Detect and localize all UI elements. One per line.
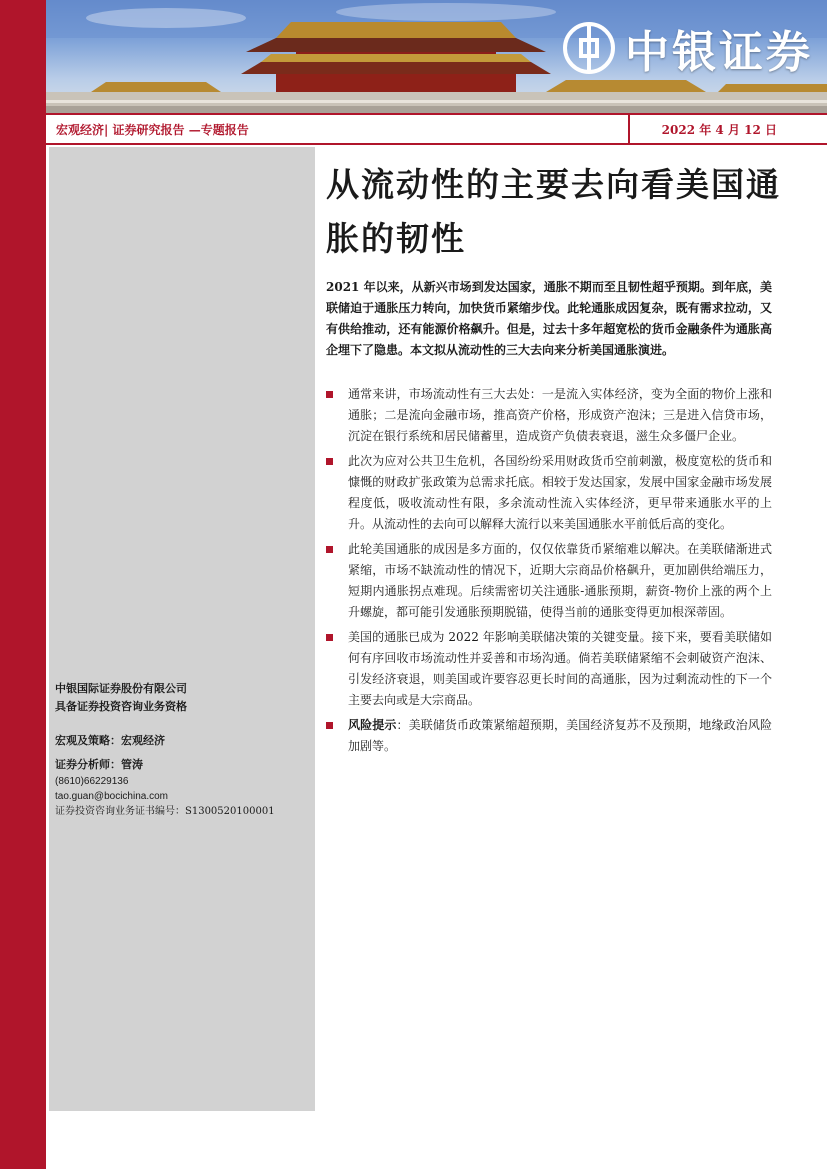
report-date: 2022 年 4 月 12 日 — [661, 123, 777, 137]
key-point: 此次为应对公共卫生危机，各国纷纷采用财政货币空前刺激，极度宽松的货币和慷慨的财政扩张政策为总需求托底。相较于发达国家，发展中国家金融市场发展程度低，吸收流动性有限，多余流动性流入实体经济，更早带来通胀水平的上升。从流动性的去向可以解释大流行以来美国通胀水平前低后高的变化。 — [326, 451, 772, 535]
key-point: 此轮美国通胀的成因是多方面的，仅仅依靠货币紧缩难以解决。在美联储渐进式紧缩，市场不缺流动性的情况下，近期大宗商品价格飙升，更加剧供给端压力，短期内通胀拐点难现。后续需密切关注通胀-通胀预期，薪资-物价上涨的两个上升螺旋，都可能引发通胀预期脱锚，使得当前的通胀变得更加根深蒂固。 — [326, 539, 772, 623]
analyst-phone: (8610)66229136 — [55, 776, 129, 787]
bullet-square-icon — [326, 634, 333, 641]
key-points-list — [326, 384, 772, 761]
key-point: 通常来讲，市场流动性有三大去处：一是流入实体经济，变为全面的物价上涨和通胀；二是流向金融市场，推高资产价格，形成资产泡沫；三是进入信贷市场，沉淀在银行系统和居民储蓄里，造成资产负债表衰退，滋生众多僵尸企业。 — [326, 384, 772, 447]
risk-warning — [326, 715, 772, 757]
license-number: 证券投资咨询业务证书编号：S1300520100001 — [55, 806, 275, 817]
sidebar-panel — [49, 147, 315, 1111]
risk-text: ：美联储货币政策紧缩超预期，美国经济复苏不及预期，地缘政治风险加剧等。 — [348, 718, 772, 753]
header-banner — [46, 0, 827, 113]
report-header-bar — [46, 113, 827, 145]
bullet-square-icon — [326, 722, 333, 729]
brand-logo — [563, 16, 813, 80]
header-divider — [628, 115, 630, 143]
analyst-name: 证券分析师：管涛 — [55, 758, 143, 771]
bullet-square-icon — [326, 458, 333, 465]
analyst-email[interactable]: tao.guan@bocichina.com — [55, 791, 168, 802]
strategy-label: 宏观及策略：宏观经济 — [55, 734, 165, 747]
bullet-square-icon — [326, 546, 333, 553]
sidebar-info — [55, 680, 315, 819]
risk-label: 风险提示 — [348, 718, 397, 732]
key-point: 美国的通胀已成为 2022 年影响美联储决策的关键变量。接下来，要看美联储如何有序回收市场流动性并妥善和市场沟通。倘若美联储紧缩不会刺破资产泡沫、引发经济衰退，则美国或许要容忍更长时间的高通胀，因为过剩流动性的下一个主要去向或是大宗商品。 — [326, 627, 772, 711]
report-title: 从流动性的主要去向看美国通胀的韧性 — [326, 165, 781, 258]
boc-coin-icon — [563, 22, 615, 74]
qualification: 具备证券投资咨询业务资格 — [55, 700, 187, 713]
brand-name: 中银证券 — [625, 27, 813, 78]
report-summary: 2021 年以来，从新兴市场到发达国家，通胀不期而至且韧性超乎预期。到年底，美联储迫于通胀压力转向，加快货币紧缩步伐。此轮通胀成因复杂，既有需求拉动，又有供给推动，还有能源价格飙升。但是，过去十多年超宽松的货币金融条件为通胀高企埋下了隐患。本文拟从流动性的三大去向来分析美国通胀演进。 — [326, 280, 772, 357]
left-accent-strip — [0, 0, 46, 1169]
report-category: 宏观经济| 证券研究报告 —专题报告 — [56, 123, 249, 137]
company-name: 中银国际证券股份有限公司 — [55, 682, 187, 695]
bullet-square-icon — [326, 391, 333, 398]
